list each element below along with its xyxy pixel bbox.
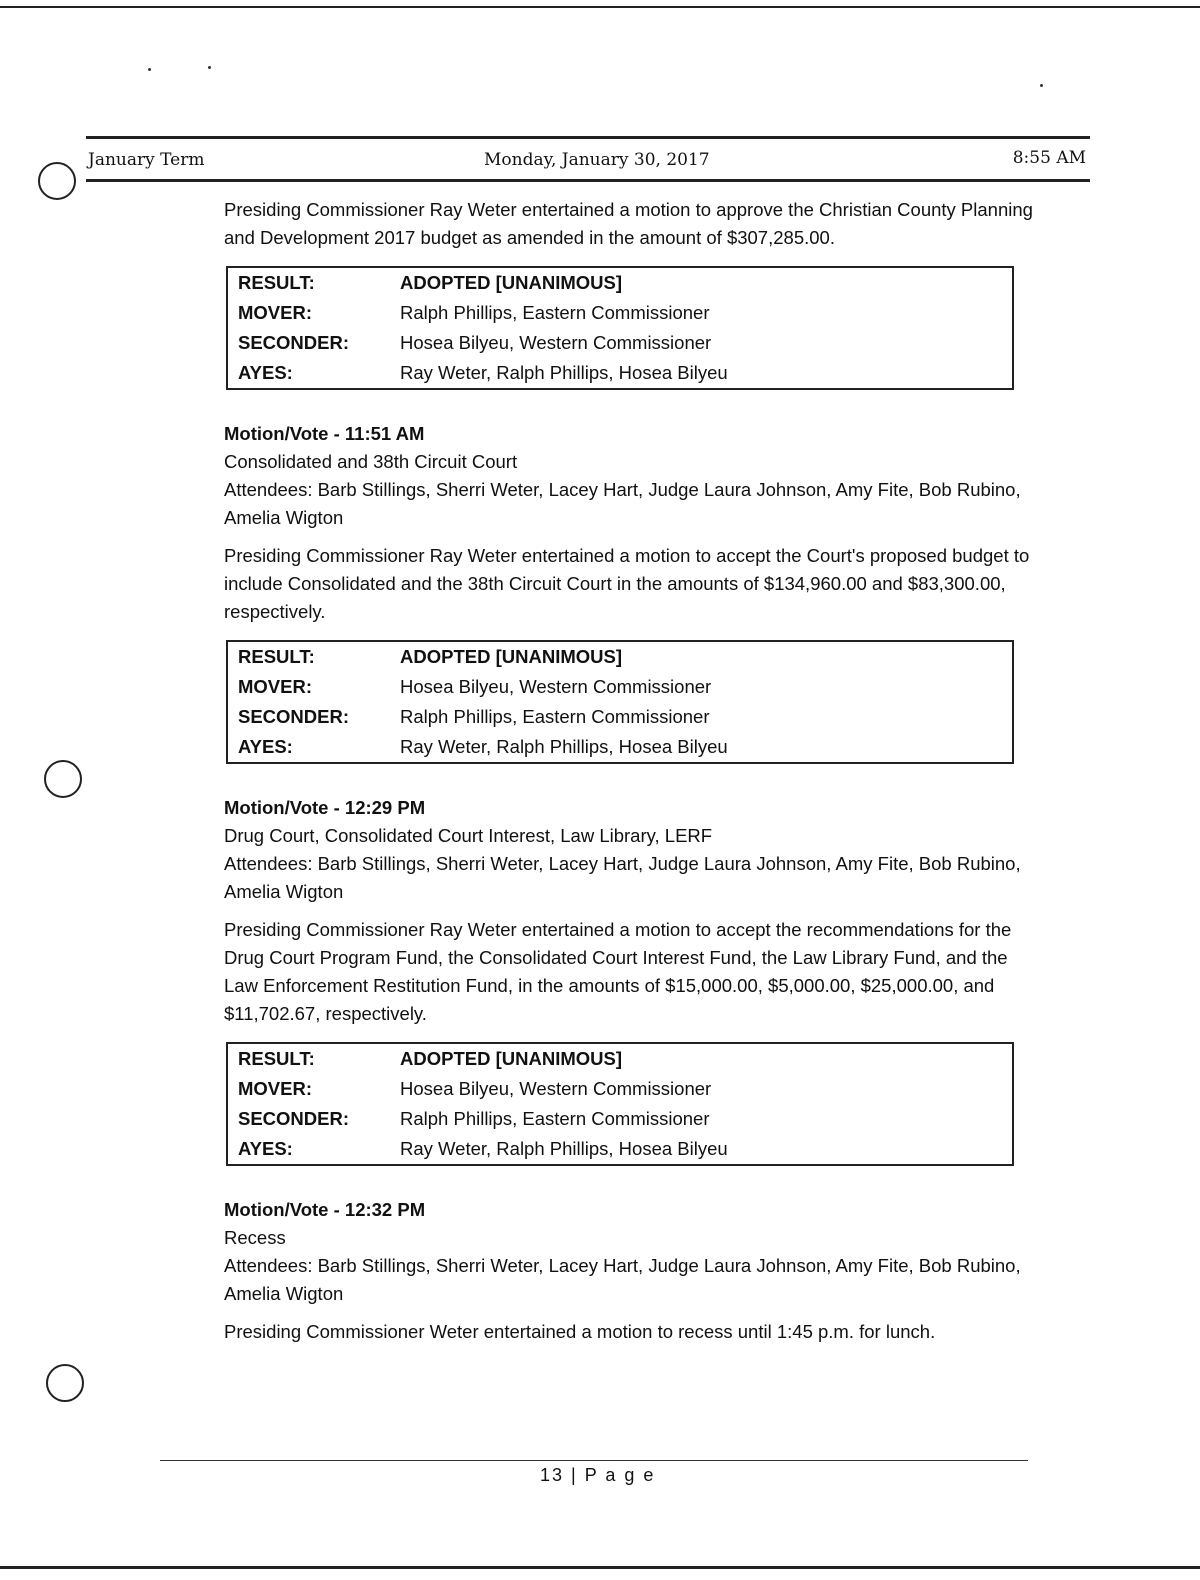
vote-value: Hosea Bilyeu, Western Commissioner: [400, 1078, 712, 1099]
vote-row-result: [227, 267, 1013, 298]
scan-speck: [1040, 84, 1043, 87]
vote-row-result: [227, 1043, 1013, 1074]
hole-punch-icon: [44, 760, 82, 798]
page-number: 13 | P a g e: [540, 1465, 656, 1485]
vote-value: ADOPTED [UNANIMOUS]: [400, 1048, 622, 1069]
vote-row-ayes: [227, 1134, 1013, 1165]
vote-row-seconder: [227, 328, 1013, 358]
header-rule-top: [86, 136, 1090, 139]
motion-text: Presiding Commissioner Ray Weter entertained a motion to approve the Christian County Planning and Development 2017 budget as amended in the amount of $307,285.00.: [224, 199, 1033, 248]
header-rule-bottom: [86, 179, 1090, 182]
vote-label: AYES:: [238, 1138, 293, 1159]
vote-label: MOVER:: [238, 1078, 312, 1099]
hole-punch-icon: [38, 162, 76, 200]
vote-row-result: [227, 641, 1013, 672]
scan-bottom-edge: [0, 1566, 1200, 1569]
vote-value: Ray Weter, Ralph Phillips, Hosea Bilyeu: [400, 362, 728, 383]
vote-label: AYES:: [238, 362, 293, 383]
scan-speck: [208, 66, 211, 69]
vote-label: SECONDER:: [238, 332, 350, 353]
motion-attendees: Attendees: Barb Stillings, Sherri Weter, Lacey Hart, Judge Laura Johnson, Amy Fite, Bob Rubino, Amelia Wigton: [224, 1255, 1021, 1304]
vote-value: ADOPTED [UNANIMOUS]: [400, 272, 622, 293]
motion-text: Presiding Commissioner Ray Weter entertained a motion to accept the recommendations for the Drug Court Program Fund, the Consolidated Court Interest Fund, the Law Library Fund, and the Law Enforcement Restitution Fund, in the amounts of $15,000.00, $5,000.00, $25,000.00, and $11,702.67, respectively.: [224, 919, 1012, 1024]
scan-top-edge: [0, 6, 1200, 8]
vote-label: RESULT:: [238, 272, 315, 293]
vote-row-mover: [227, 672, 1013, 702]
vote-row-seconder: [227, 702, 1013, 732]
footer-rule: [160, 1460, 1028, 1461]
vote-result-table: [226, 266, 1014, 390]
motion-heading: Motion/Vote - 12:32 PM: [224, 1199, 426, 1220]
vote-value: Ralph Phillips, Eastern Commissioner: [400, 706, 710, 727]
vote-value: Ralph Phillips, Eastern Commissioner: [400, 1108, 710, 1129]
motion-heading: Motion/Vote - 11:51 AM: [224, 423, 425, 444]
vote-label: AYES:: [238, 736, 293, 757]
vote-value: Ralph Phillips, Eastern Commissioner: [400, 302, 710, 323]
motion-heading: Motion/Vote - 12:29 PM: [224, 797, 426, 818]
motion-subject: Consolidated and 38th Circuit Court: [224, 451, 518, 472]
motion-subject: Recess: [224, 1227, 286, 1248]
hole-punch-icon: [46, 1364, 84, 1402]
vote-label: RESULT:: [238, 646, 315, 667]
vote-row-ayes: [227, 358, 1013, 389]
vote-row-ayes: [227, 732, 1013, 763]
vote-label: SECONDER:: [238, 1108, 350, 1129]
vote-value: Hosea Bilyeu, Western Commissioner: [400, 332, 712, 353]
motion-text: Presiding Commissioner Weter entertained a motion to recess until 1:45 p.m. for lunch.: [224, 1321, 936, 1342]
vote-result-table: [226, 640, 1014, 764]
minutes-body: [224, 196, 1044, 1360]
vote-label: MOVER:: [238, 676, 312, 697]
vote-row-mover: [227, 298, 1013, 328]
motion-attendees: Attendees: Barb Stillings, Sherri Weter, Lacey Hart, Judge Laura Johnson, Amy Fite, Bob Rubino, Amelia Wigton: [224, 479, 1021, 528]
vote-label: MOVER:: [238, 302, 312, 323]
header-date: Monday, January 30, 2017: [484, 150, 710, 170]
header-term: January Term: [88, 150, 205, 170]
motion-attendees: Attendees: Barb Stillings, Sherri Weter, Lacey Hart, Judge Laura Johnson, Amy Fite, Bob Rubino, Amelia Wigton: [224, 853, 1021, 902]
page-header: [86, 136, 1090, 182]
vote-value: ADOPTED [UNANIMOUS]: [400, 646, 622, 667]
vote-result-table: [226, 1042, 1014, 1166]
header-time: 8:55 AM: [1012, 148, 1086, 168]
vote-row-mover: [227, 1074, 1013, 1104]
motion-subject: Drug Court, Consolidated Court Interest, Law Library, LERF: [224, 825, 713, 846]
vote-row-seconder: [227, 1104, 1013, 1134]
vote-label: SECONDER:: [238, 706, 350, 727]
motion-text: Presiding Commissioner Ray Weter entertained a motion to accept the Court's proposed budget to include Consolidated and the 38th Circuit Court in the amounts of $134,960.00 and $83,300.00, respectively.: [224, 545, 1030, 622]
vote-value: Ray Weter, Ralph Phillips, Hosea Bilyeu: [400, 736, 728, 757]
vote-value: Ray Weter, Ralph Phillips, Hosea Bilyeu: [400, 1138, 728, 1159]
scan-speck: [148, 68, 151, 71]
vote-label: RESULT:: [238, 1048, 315, 1069]
vote-value: Hosea Bilyeu, Western Commissioner: [400, 676, 712, 697]
